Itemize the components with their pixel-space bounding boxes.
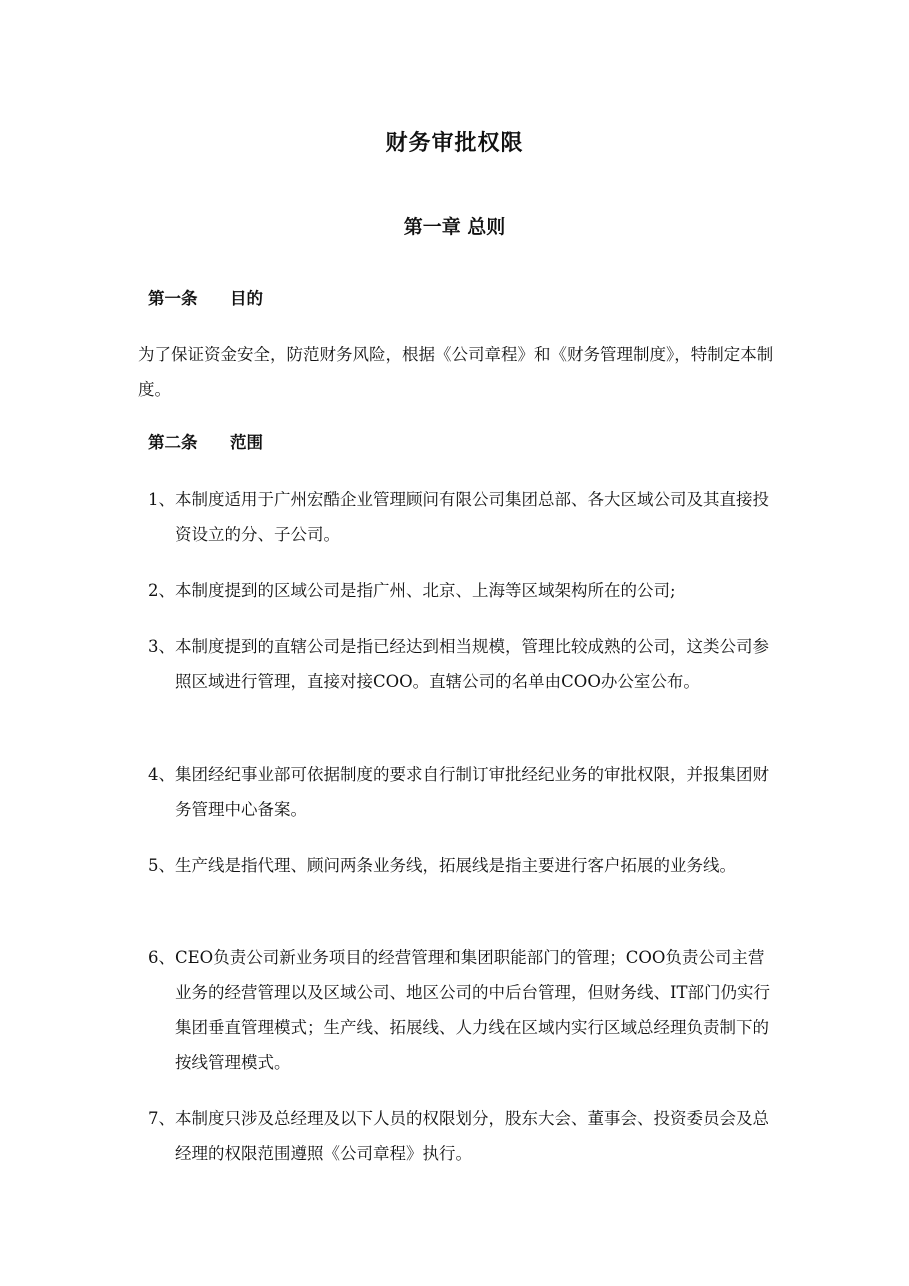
list-item <box>148 482 773 552</box>
chapter-title: 第一章 总则 <box>403 216 506 238</box>
list-item-text: 本制度只涉及总经理及以下人员的权限划分，股东大会、董事会、投资委员会及总经理的权限范围遵照《公司章程》执行。 <box>175 1109 769 1163</box>
list-item-number: 4、 <box>148 765 175 784</box>
article-1-heading <box>148 287 263 311</box>
list-item-number: 3、 <box>148 637 175 656</box>
list-item <box>148 757 773 827</box>
list-item-number: 1、 <box>148 490 175 509</box>
document-title: 财务审批权限 <box>385 130 524 156</box>
list-item <box>148 848 773 883</box>
list-item <box>148 1101 773 1171</box>
list-item-number: 7、 <box>148 1109 175 1128</box>
list-item-number: 2、 <box>148 581 175 600</box>
article-2-heading <box>148 431 263 455</box>
list-item-number: 6、 <box>148 948 175 967</box>
list-item-text: 生产线是指代理、顾问两条业务线，拓展线是指主要进行客户拓展的业务线。 <box>175 856 736 875</box>
article-2-number: 第二条 <box>148 433 198 452</box>
list-item-text: 本制度适用于广州宏酷企业管理顾问有限公司集团总部、各大区域公司及其直接投资设立的分、子公司。 <box>175 490 769 544</box>
list-item-text: 集团经纪事业部可依据制度的要求自行制订审批经纪业务的审批权限，并报集团财务管理中心备案。 <box>175 765 769 819</box>
list-item-text: 本制度提到的直辖公司是指已经达到相当规模，管理比较成熟的公司，这类公司参照区域进行管理，直接对接COO。直辖公司的名单由COO办公室公布。 <box>175 637 769 691</box>
list-item <box>148 573 773 608</box>
list-item-text: 本制度提到的区域公司是指广州、北京、上海等区域架构所在的公司; <box>175 581 676 600</box>
article-1-name: 目的 <box>230 289 263 308</box>
article-2-name: 范围 <box>230 433 263 452</box>
list-item-text: CEO负责公司新业务项目的经营管理和集团职能部门的管理；COO负责公司主营业务的经营管理以及区域公司、地区公司的中后台管理，但财务线、IT部门仍实行集团垂直管理模式；生产线、拓展线、人力线在区域内实行区域总经理负责制下的按线管理模式。 <box>175 948 771 1072</box>
article-1-number: 第一条 <box>148 289 198 308</box>
list-item-number: 5、 <box>148 856 175 875</box>
article-1-paragraph: 为了保证资金安全，防范财务风险，根据《公司章程》和《财务管理制度》，特制定本制度。 <box>138 345 774 399</box>
list-item <box>148 940 773 1080</box>
list-item <box>148 629 773 699</box>
